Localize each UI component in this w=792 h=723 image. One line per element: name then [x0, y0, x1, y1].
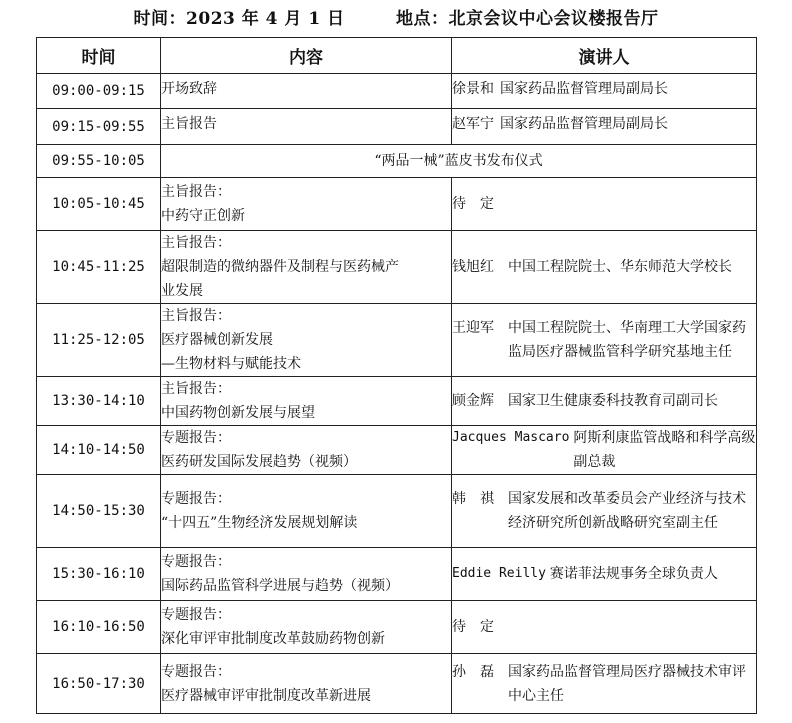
speaker-cell [452, 548, 757, 601]
content-cell [161, 475, 452, 548]
content-line: 主旨报告： [161, 308, 231, 324]
speaker-title: 国家药品监督管理局副局长 [500, 116, 668, 132]
time-cell: 16:50-17:30 [37, 654, 161, 714]
speaker-cell [452, 654, 757, 714]
content-line: 主旨报告 [161, 116, 217, 132]
speaker-cell [452, 304, 757, 377]
ceremony-cell: “两品一械”蓝皮书发布仪式 [161, 145, 757, 178]
speaker-name: 孙 磊 [452, 663, 494, 680]
speaker-title: 国家药品监督管理局副局长 [500, 81, 668, 97]
table-row [37, 601, 757, 654]
speaker-name: 待 定 [452, 619, 494, 635]
speaker-title: 国家药品监督管理局医疗器械技术审评中心主任 [508, 663, 746, 704]
speaker-name: Jacques Mascaro [452, 430, 570, 445]
content-cell [161, 109, 452, 145]
table-header-row [37, 38, 757, 74]
time-cell: 16:10-16:50 [37, 601, 161, 654]
agenda-table [36, 37, 757, 714]
speaker-name: 顾金辉 [452, 393, 494, 409]
content-line: —生物材料与赋能技术 [161, 356, 301, 372]
speaker-title: 赛诺菲法规事务全球负责人 [549, 566, 718, 582]
column-header-speaker: 演讲人 [452, 38, 757, 74]
table-row [37, 145, 757, 178]
content-line: 专题报告： [161, 554, 231, 570]
speaker-name: 韩 祺 [452, 491, 494, 507]
speaker-cell [452, 601, 757, 654]
speaker-title: 国家发展和改革委员会产业经济与技术经济研究所创新战略研究室副主任 [508, 491, 746, 531]
table-row [37, 109, 757, 145]
content-line: 主旨报告： [161, 184, 231, 200]
speaker-cell [452, 231, 757, 304]
speaker-name: 徐景和 [452, 81, 494, 97]
speaker-name: 王迎军 [452, 320, 494, 336]
content-line: 专题报告： [161, 607, 231, 623]
agenda-header: 时间：2023 年 4 月 1 日 地点：北京会议中心会议楼报告厅 [133, 9, 659, 29]
speaker-name: Eddie Reilly [452, 566, 546, 581]
column-header-content: 内容 [161, 38, 452, 74]
content-line: “十四五”生物经济发展规划解读 [161, 515, 358, 531]
content-line: 医疗器械创新发展 [161, 332, 273, 348]
content-cell [161, 231, 452, 304]
table-row [37, 178, 757, 231]
speaker-name: 钱旭红 [452, 259, 494, 275]
content-line: 专题报告： [161, 663, 231, 680]
content-line: 业发展 [161, 283, 203, 299]
content-line: 主旨报告： [161, 235, 231, 251]
time-cell: 09:15-09:55 [37, 109, 161, 145]
time-cell: 13:30-14:10 [37, 377, 161, 426]
content-line: 医药研发国际发展趋势（视频） [161, 454, 357, 470]
content-cell [161, 601, 452, 654]
speaker-cell [452, 377, 757, 426]
content-line: 国际药品监管科学进展与趋势（视频） [161, 578, 399, 594]
content-line: 主旨报告： [161, 381, 231, 397]
time-cell: 10:05-10:45 [37, 178, 161, 231]
time-cell: 09:00-09:15 [37, 74, 161, 109]
table-row [37, 548, 757, 601]
content-cell [161, 654, 452, 714]
table-row [37, 377, 757, 426]
content-line: 超限制造的微纳器件及制程与医药械产 [161, 259, 399, 275]
content-cell [161, 426, 452, 475]
content-line: 医疗器械审评审批制度改革新进展 [161, 687, 371, 704]
speaker-title: 中国工程院院士、华南理工大学国家药监局医疗器械监管科学研究基地主任 [508, 320, 746, 360]
speaker-cell [452, 178, 757, 231]
table-row [37, 231, 757, 304]
table-row [37, 426, 757, 475]
time-cell: 11:25-12:05 [37, 304, 161, 377]
speaker-title: 国家卫生健康委科技教育司副司长 [508, 393, 718, 409]
speaker-cell [452, 426, 757, 475]
content-cell [161, 548, 452, 601]
content-line: 专题报告： [161, 430, 231, 446]
time-cell: 14:10-14:50 [37, 426, 161, 475]
content-line: 开场致辞 [161, 81, 217, 97]
time-cell: 09:55-10:05 [37, 145, 161, 178]
speaker-name: 赵军宁 [452, 116, 494, 132]
table-row [37, 74, 757, 109]
time-cell: 10:45-11:25 [37, 231, 161, 304]
speaker-name: 待 定 [452, 196, 494, 212]
column-header-time: 时间 [37, 38, 161, 74]
speaker-cell [452, 475, 757, 548]
content-cell [161, 74, 452, 109]
content-line: 中国药物创新发展与展望 [161, 405, 315, 421]
speaker-title: 中国工程院院士、华东师范大学校长 [508, 259, 732, 275]
speaker-title: 阿斯利康监管战略和科学高级副总裁 [573, 430, 756, 470]
time-cell: 14:50-15:30 [37, 475, 161, 548]
content-line: 中药守正创新 [161, 208, 245, 224]
content-line: 专题报告： [161, 491, 231, 507]
content-cell [161, 304, 452, 377]
time-cell: 15:30-16:10 [37, 548, 161, 601]
table-row [37, 304, 757, 377]
content-line: 深化审评审批制度改革鼓励药物创新 [161, 631, 385, 647]
table-row [37, 654, 757, 714]
speaker-cell [452, 109, 757, 145]
table-row [37, 475, 757, 548]
speaker-cell [452, 74, 757, 109]
content-cell [161, 178, 452, 231]
content-cell [161, 377, 452, 426]
